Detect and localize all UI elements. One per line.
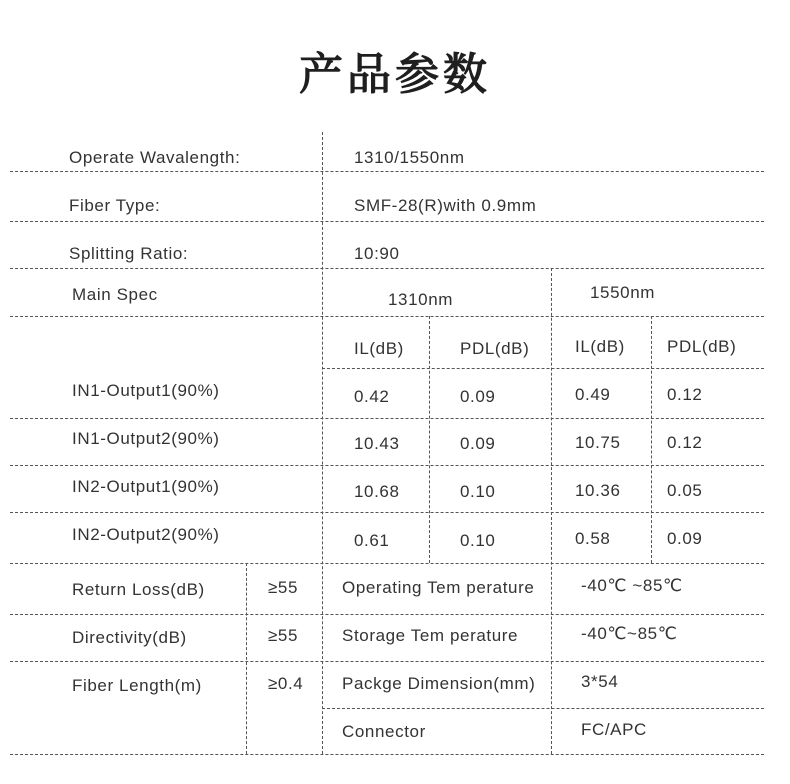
table-cell: 0.10 xyxy=(460,482,496,501)
row-divider xyxy=(10,171,764,172)
spec-value: -40℃~85℃ xyxy=(581,624,678,643)
row-divider xyxy=(10,221,764,222)
row-divider xyxy=(10,661,764,662)
column-divider xyxy=(322,132,323,754)
spec-value: ≥55 xyxy=(268,578,299,597)
spec-label: Storage Tem perature xyxy=(342,626,519,645)
spec-value: FC/APC xyxy=(581,720,647,739)
column-header: PDL(dB) xyxy=(667,337,737,356)
table-cell: 10.36 xyxy=(575,481,621,500)
table-cell: 0.42 xyxy=(354,387,390,406)
main-spec-label: Main Spec xyxy=(72,285,158,304)
table-cell: 10.68 xyxy=(354,482,400,501)
column-header: PDL(dB) xyxy=(460,339,530,358)
spec-label: Packge Dimension(mm) xyxy=(342,674,536,693)
column-header: IL(dB) xyxy=(354,339,404,358)
wavelength-header: 1310nm xyxy=(388,290,454,309)
spec-value: ≥55 xyxy=(268,626,299,645)
table-row-name: IN2-Output1(90%) xyxy=(72,477,220,496)
spec-label: Fiber Length(m) xyxy=(72,676,202,695)
column-divider xyxy=(429,316,430,563)
table-cell: 0.61 xyxy=(354,531,390,550)
row-divider xyxy=(10,754,764,755)
spec-label: Operating Tem perature xyxy=(342,578,535,597)
param-value: 10:90 xyxy=(354,244,400,263)
table-cell: 10.75 xyxy=(575,433,621,452)
row-divider xyxy=(10,268,764,269)
table-cell: 0.49 xyxy=(575,385,611,404)
param-value: 1310/1550nm xyxy=(354,148,465,167)
table-cell: 0.05 xyxy=(667,481,703,500)
table-cell: 0.12 xyxy=(667,433,703,452)
page-title: 产品参数 xyxy=(299,49,491,100)
column-divider xyxy=(246,563,247,754)
column-divider xyxy=(551,268,552,754)
spec-value: 3*54 xyxy=(581,672,619,691)
table-cell: 0.10 xyxy=(460,531,496,550)
row-divider xyxy=(322,368,764,369)
column-header: IL(dB) xyxy=(575,337,625,356)
row-divider xyxy=(10,614,764,615)
spec-value: ≥0.4 xyxy=(268,674,304,693)
spec-label: Directivity(dB) xyxy=(72,628,187,647)
param-label: Splitting Ratio: xyxy=(69,244,189,263)
param-label: Operate Wavalength: xyxy=(69,148,241,167)
spec-value: -40℃ ~85℃ xyxy=(581,576,683,595)
table-cell: 0.09 xyxy=(460,434,496,453)
table-row-name: IN1-Output1(90%) xyxy=(72,381,220,400)
spec-label: Return Loss(dB) xyxy=(72,580,205,599)
wavelength-header: 1550nm xyxy=(590,283,656,302)
row-divider xyxy=(322,708,764,709)
table-row-name: IN1-Output2(90%) xyxy=(72,429,220,448)
param-label: Fiber Type: xyxy=(69,196,161,215)
table-cell: 0.09 xyxy=(667,529,703,548)
table-row-name: IN2-Output2(90%) xyxy=(72,525,220,544)
table-cell: 0.12 xyxy=(667,385,703,404)
column-divider xyxy=(651,316,652,563)
spec-label: Connector xyxy=(342,722,426,741)
param-value: SMF-28(R)with 0.9mm xyxy=(354,196,537,215)
row-divider xyxy=(10,563,764,564)
table-cell: 0.58 xyxy=(575,529,611,548)
table-cell: 10.43 xyxy=(354,434,400,453)
table-cell: 0.09 xyxy=(460,387,496,406)
